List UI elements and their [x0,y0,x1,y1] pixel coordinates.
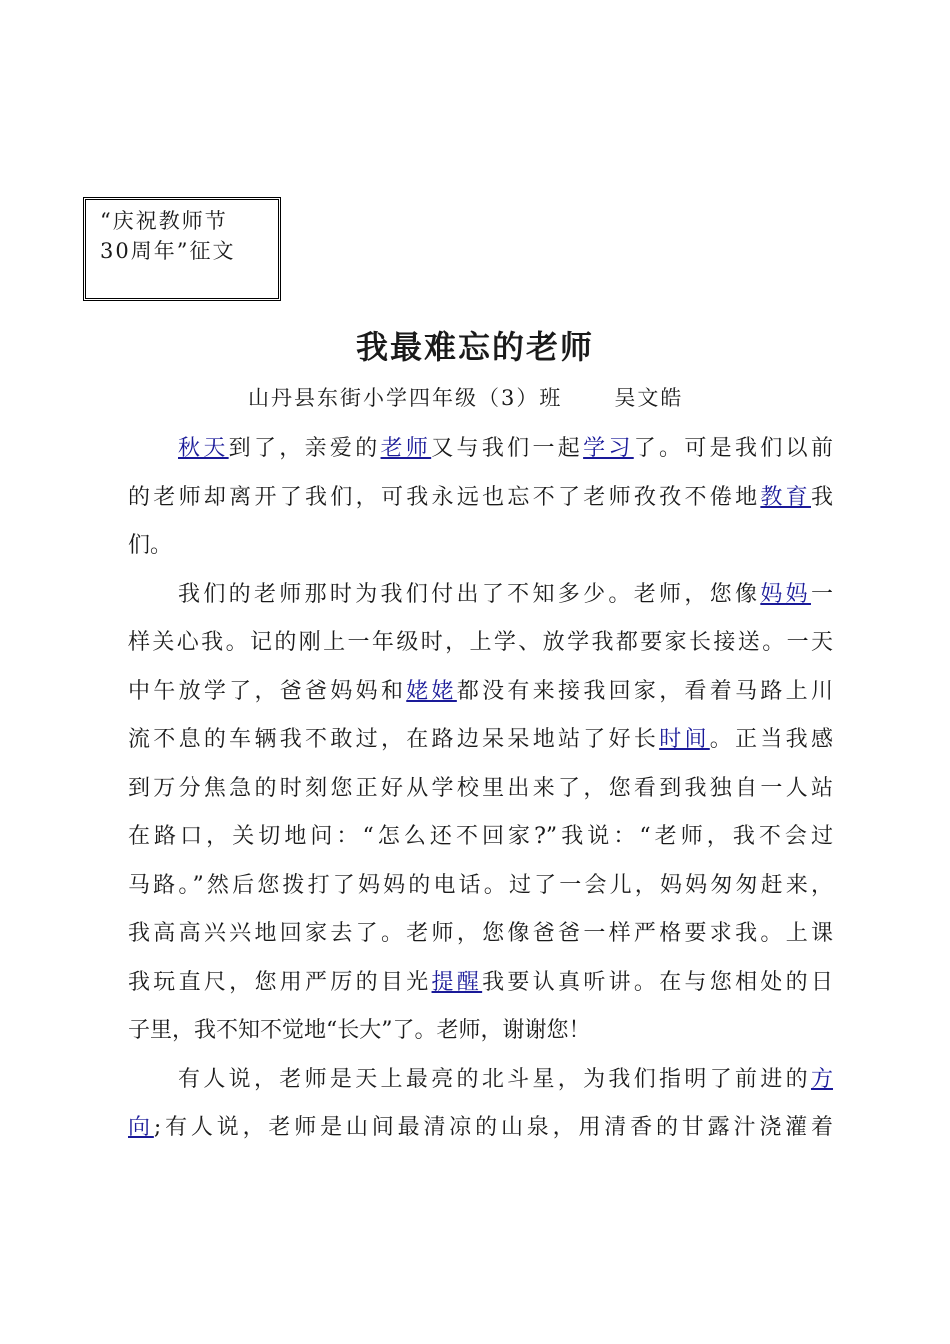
text-run: 了。可是我们以前 [633,436,833,461]
text-run: 的老师却离开了我们，可我永远也忘不了老师孜孜不倦地 [128,484,761,510]
text-run: 。正当我感 [709,727,833,752]
text-line [128,474,833,523]
text-run: 我 [810,484,833,510]
text-run: 中午放学了，爸爸妈妈和 [128,678,407,704]
text-line [128,910,833,959]
tag-line-2: 30周年”征文 [100,239,236,263]
keyword-link[interactable]: 老师 [380,436,432,461]
text-line [128,571,833,620]
keyword-link[interactable]: 提醒 [431,969,483,995]
text-line [128,959,833,1008]
text-run: 又与我们一起 [431,436,584,461]
keyword-link[interactable]: 秋天 [178,436,229,461]
text-line [128,425,833,474]
keyword-link[interactable]: 妈妈 [760,581,811,607]
essay-tag-box [83,197,281,301]
text-run: 到万分焦急的时刻您正好从学校里出来了，您看到我独自一人站 [128,775,833,801]
text-run: 我们的老师那时为我们付出了不知多少。老师，您像 [178,581,761,607]
text-run: 们。 [128,533,173,558]
paragraph [128,1056,833,1153]
tag-line-1: “庆祝教师节 [100,209,228,233]
text-line [128,716,833,765]
author-line: 山丹县东街小学四年级（3）班 吴文皓 [248,386,684,410]
paragraph [128,425,833,571]
text-run: 我玩直尺，您用严厉的目光 [128,969,432,995]
paragraph [128,571,833,1056]
text-run: 流不息的车辆我不敢过，在路边呆呆地站了好长 [128,727,660,752]
keyword-link[interactable]: 向 [128,1115,154,1140]
text-line [128,1007,833,1056]
keyword-link[interactable]: 时间 [659,727,710,752]
keyword-link[interactable]: 学习 [583,436,634,461]
keyword-link[interactable]: 方 [810,1066,833,1092]
text-line [128,813,833,862]
text-line [128,1104,833,1153]
text-run: 都没有来接我回家，看着马路上川 [456,678,833,704]
text-run: 我要认真听讲。在与您相处的日 [482,969,833,995]
text-line [128,668,833,717]
text-line [128,522,833,571]
text-run: 子里，我不知不觉地“长大”了。老师，谢谢您！ [128,1018,591,1043]
keyword-link[interactable]: 教育 [760,484,811,510]
text-line [128,619,833,668]
text-run: 我高高兴兴地回家去了。老师，您像爸爸一样严格要求我。上课 [128,921,833,946]
keyword-link[interactable]: 姥姥 [406,678,457,704]
text-line [128,862,833,911]
text-run: 样关心我。记的刚上一年级时，上学、放学我都要家长接送。一天 [128,630,833,655]
essay-title: 我最难忘的老师 [355,328,594,366]
text-run: 一 [810,581,833,607]
text-run: 到了，亲爱的 [228,436,381,461]
essay-body [128,425,833,1153]
text-line [128,765,833,814]
text-run: 马路。”然后您拨打了妈妈的电话。过了一会儿，妈妈匆匆赶来， [128,872,833,898]
text-line [128,1056,833,1105]
text-run: ;有人说，老师是山间最清凉的山泉，用清香的甘露汁浇灌着 [153,1115,833,1140]
text-run: 在路口，关切地问：“怎么还不回家?”我说：“老师，我不会过 [128,824,833,849]
text-run: 有人说，老师是天上最亮的北斗星，为我们指明了前进的 [178,1066,811,1092]
